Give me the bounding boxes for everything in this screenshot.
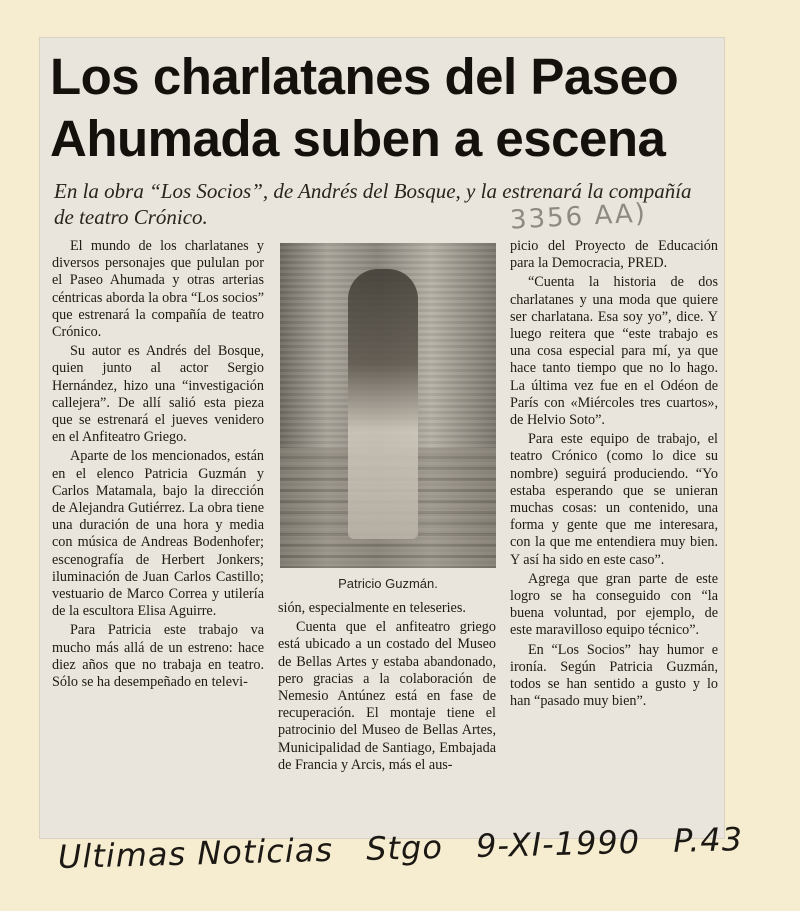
headline [50, 46, 720, 170]
article-column-3 [510, 238, 718, 710]
article-column-1 [52, 238, 264, 691]
article-photo [280, 243, 496, 568]
newspaper-clipping [40, 38, 724, 838]
paragraph: Aparte de los mencionados, están en el elenco Patricia Guzmán y Carlos Matamala, bajo la dirección de Alejandra Gutiérrez. La obra tiene una duración de una hora y media con música de Andreas Bodenhofer; escenografía de Herbert Jonkers; iluminación de Juan Carlos Castillo; vestuario de Marco Correa y utilería de la escultora Elisa Aguirre. [52, 448, 264, 620]
paragraph: sión, especialmente en teleseries. [278, 600, 466, 616]
photo-caption: Patricio Guzmán. [338, 576, 438, 591]
handwritten-section: Stgo [365, 827, 444, 868]
paragraph: Cuenta que el anfiteatro griego está ubicado a un costado del Museo de Bellas Artes y estaba abandonado, pero gracias a la colaboración de Nemesio Antúnez está en fase de recuperación. El montaje tiene el patrocinio del Museo de Bellas Artes, Municipalidad de Santiago, Embajada de Francia y Arcis, más el aus- [278, 619, 496, 773]
paragraph: Su autor es Andrés del Bosque, quien junto al actor Sergio Hernández, hizo una “investigación callejera”. De allí salió esta pieza que se estrenará el jueves venidero en el Anfiteatro Griego. [52, 343, 264, 446]
paragraph: En “Los Socios” hay humor e ironía. Según Patricia Guzmán, todos se han sentido a gusto y lo han “pasado muy bien”. [510, 641, 718, 710]
paragraph: El mundo de los charlatanes y diversos personajes que pululan por el Paseo Ahumada y otras arterias céntricas aborda la obra “Los socios” que estrenará la compañía de teatro Crónico. [52, 238, 264, 341]
subheadline: En la obra “Los Socios”, de Andrés del Bosque, y la estrenará la compañía de teatro Crónico. [54, 179, 692, 229]
paragraph: Para este equipo de trabajo, el teatro Crónico (como lo dice su nombre) seguirá produciendo. “Yo estaba esperando que se unieran muchas cosas: un contenido, una forma y gente que me interesara, con la que me entendiera muy bien. Y así ha sido en este caso”. [510, 431, 718, 568]
paragraph: Agrega que gran parte de este logro se ha conseguido con “la buena voluntad, por ejemplo, de este maravilloso equipo técnico”. [510, 570, 718, 639]
photo-person-figure [348, 269, 418, 539]
headline-line-2: Ahumada suben a escena [50, 110, 666, 167]
paragraph: picio del Proyecto de Educación para la Democracia, PRED. [510, 238, 718, 272]
handwritten-date: 9-XI-1990 [475, 822, 641, 866]
paragraph: “Cuenta la historia de dos charlatanes y una moda que quiere ser charlatana. Esa soy yo”, dice. Y luego reitera que “este trabajo es una cosa especial para mí, ya que hace tanto tiempo que no lo hago. La última vez fue en el Odéon de París con «Miércoles tres cuartos», de Helvio Soto”. [510, 274, 718, 429]
article-column-2 [278, 600, 496, 774]
handwritten-source: Ultimas Noticias [57, 830, 334, 876]
archive-code-annotation: 3356 AA) [509, 198, 648, 236]
paragraph: Para Patricia este trabajo va mucho más allá de un estreno: hace diez años que no trabaja en teatro. Sólo se ha desempeñado en televi- [52, 622, 264, 691]
handwritten-page: P.43 [672, 820, 744, 860]
headline-line-1: Los charlatanes del Paseo [50, 48, 679, 105]
